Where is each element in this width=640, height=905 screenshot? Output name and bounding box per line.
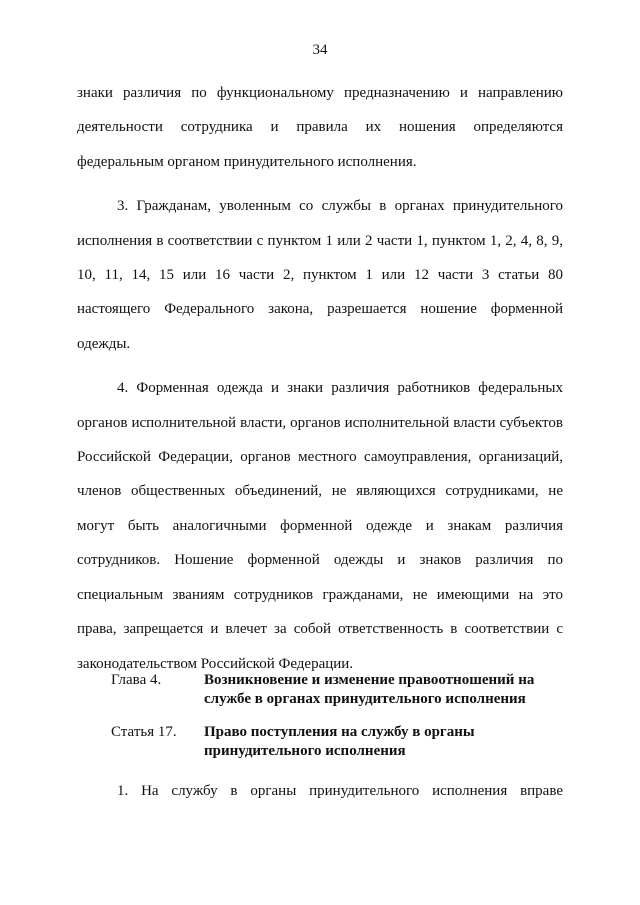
page-number: 34 [312, 42, 328, 58]
chapter-title: Возникновение и изменение правоотношений на службе в органах принудительного исполнения [204, 672, 535, 707]
paragraph-continuation: знаки различия по функциональному предназначению и направлению деятельности сотрудника и правила их ношения определяются федеральным органом принудительного исполнения. [77, 85, 563, 170]
paragraph-item-3: 3. Гражданам, уволенным со службы в органах принудительного исполнения в соответствии с пунктом 1 или 2 части 1, пунктом 1, 2, 4, 8, 9, 10, 11, 14, 15 или 16 части 2, пунктом 1 или 12 части 3 статьи 80 настоящего Федерального закона, разрешается ношение форменной одежды. [77, 198, 563, 352]
chapter-label: Глава 4. [111, 672, 162, 688]
body-text [77, 76, 563, 681]
article-title: Право поступления на службу в органы принудительного исполнения [204, 724, 475, 759]
article-label: Статья 17. [111, 724, 177, 740]
paragraph-article-17-item-1: 1. На службу в органы принудительного исполнения вправе [117, 783, 563, 799]
paragraph-item-4: 4. Форменная одежда и знаки различия работников федеральных органов исполнительной власти, органов исполнительной власти субъектов Российской Федерации, органов местного самоуправления, организаций, членов общественных объединений, не являющихся сотрудниками, не могут быть аналогичными форменной одежде и знакам различия сотрудников. Ношение форменной одежды и знаков различия по специальным званиям сотрудников гражданами, не имеющими на это права, запрещается и влечет за собой ответственность в соответствии с законодательством Российской Федерации. [77, 380, 563, 672]
